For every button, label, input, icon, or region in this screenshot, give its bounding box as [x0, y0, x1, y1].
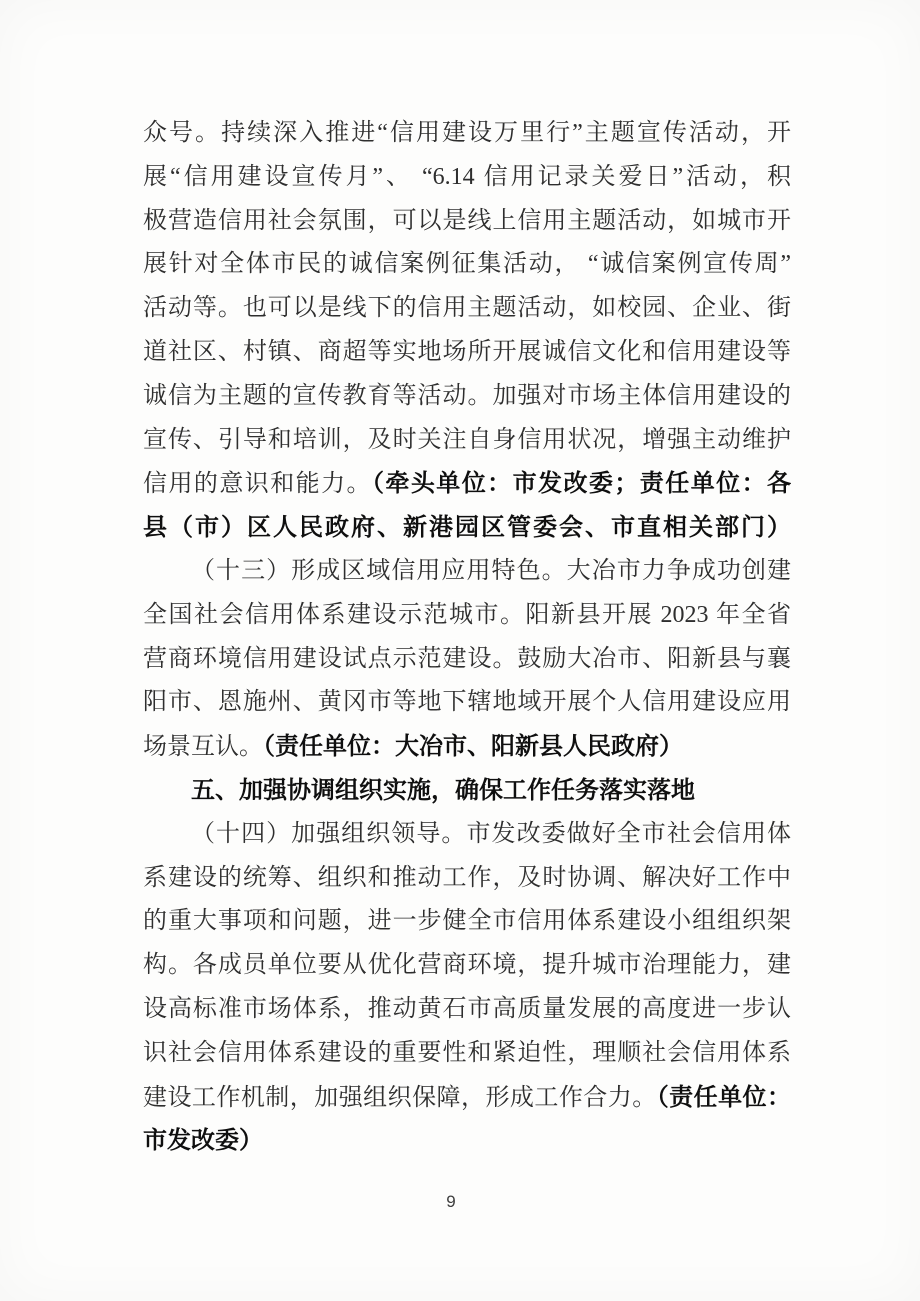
text-line: [143, 331, 791, 375]
bold-text-segment: 市发改委）: [143, 1127, 263, 1155]
text-segment: 宣传、引导和培训，及时关注自身信用状况，增强主动维护: [143, 426, 791, 453]
text-segment: 识社会信用体系建设的重要性和紧迫性，理顺社会信用体系: [143, 1039, 791, 1066]
text-line: [143, 1076, 791, 1120]
text-segment: 系建设的统筹、组织和推动工作，及时协调、解决好工作中: [143, 864, 791, 891]
text-line: [143, 287, 791, 331]
text-line: [143, 681, 791, 725]
text-line: [143, 769, 791, 813]
bold-text-segment: （牵头单位：市发改委；责任单位：各: [371, 470, 792, 498]
text-segment: 构。各成员单位要从优化营商环境，提升城市治理能力，建: [143, 952, 791, 979]
text-line: [143, 419, 791, 463]
bold-text-segment: 县（市）区人民政府、新港园区管委会、市直相关部门）: [143, 514, 791, 542]
bold-text-segment: （责任单位：大冶市、阳新县人民政府）: [263, 733, 683, 761]
text-segment: 诚信为主题的宣传教育等活动。加强对市场主体信用建设的: [143, 382, 791, 409]
text-line: [143, 725, 791, 769]
text-line: [143, 813, 791, 857]
text-segment: 信用的意识和能力。: [143, 471, 372, 498]
text-line: [143, 200, 791, 244]
text-segment: 营商环境信用建设试点示范建设。鼓励大冶市、阳新县与襄: [143, 645, 791, 672]
bold-text-segment: （责任单位：: [656, 1083, 792, 1111]
text-line: [143, 506, 791, 550]
text-line: [143, 638, 791, 682]
text-line: [143, 156, 791, 200]
text-segment: 的重大事项和问题，进一步健全市信用体系建设小组组织架: [143, 908, 791, 935]
text-segment: 场景互认。: [143, 734, 263, 761]
text-line: [143, 857, 791, 901]
text-line: [143, 112, 791, 156]
text-segment: 道社区、村镇、商超等实地场所开展诚信文化和信用建设等: [143, 338, 791, 365]
text-line: [143, 550, 791, 594]
text-segment: 建设工作机制，加强组织保障，形成工作合力。: [143, 1084, 657, 1111]
text-segment: 展“信用建设宣传月”、 “6.14 信用记录关爱日”活动，积: [143, 163, 791, 190]
text-segment: 极营造信用社会氛围，可以是线上信用主题活动，如城市开: [143, 207, 791, 234]
text-line: [143, 1032, 791, 1076]
text-segment: （十四）加强组织领导。市发改委做好全市社会信用体: [191, 820, 791, 847]
text-line: [143, 900, 791, 944]
text-line: [143, 594, 791, 638]
text-segment: 设高标准市场体系，推动黄石市高质量发展的高度进一步认: [143, 995, 791, 1022]
text-segment: 展针对全体市民的诚信案例征集活动， “诚信案例宣传周”: [143, 251, 791, 278]
text-line: [143, 1119, 791, 1163]
page-number: 9: [446, 1192, 456, 1211]
text-segment: （十三）形成区域信用应用特色。大冶市力争成功创建: [191, 557, 791, 584]
text-segment: 活动等。也可以是线下的信用主题活动，如校园、企业、街: [143, 295, 791, 322]
text-segment: 全国社会信用体系建设示范城市。阳新县开展 2023 年全省: [143, 601, 791, 628]
text-line: [143, 375, 791, 419]
text-segment: 众号。持续深入推进“信用建设万里行”主题宣传活动，开: [143, 120, 791, 146]
text-line: [143, 243, 791, 287]
document-body: [143, 112, 791, 1163]
text-line: [143, 944, 791, 988]
text-segment: 阳市、恩施州、黄冈市等地下辖地域开展个人信用建设应用: [143, 689, 791, 716]
text-line: [143, 988, 791, 1032]
text-line: [143, 462, 791, 506]
bold-text-segment: 五、加强协调组织实施，确保工作任务落实落地: [191, 776, 695, 804]
